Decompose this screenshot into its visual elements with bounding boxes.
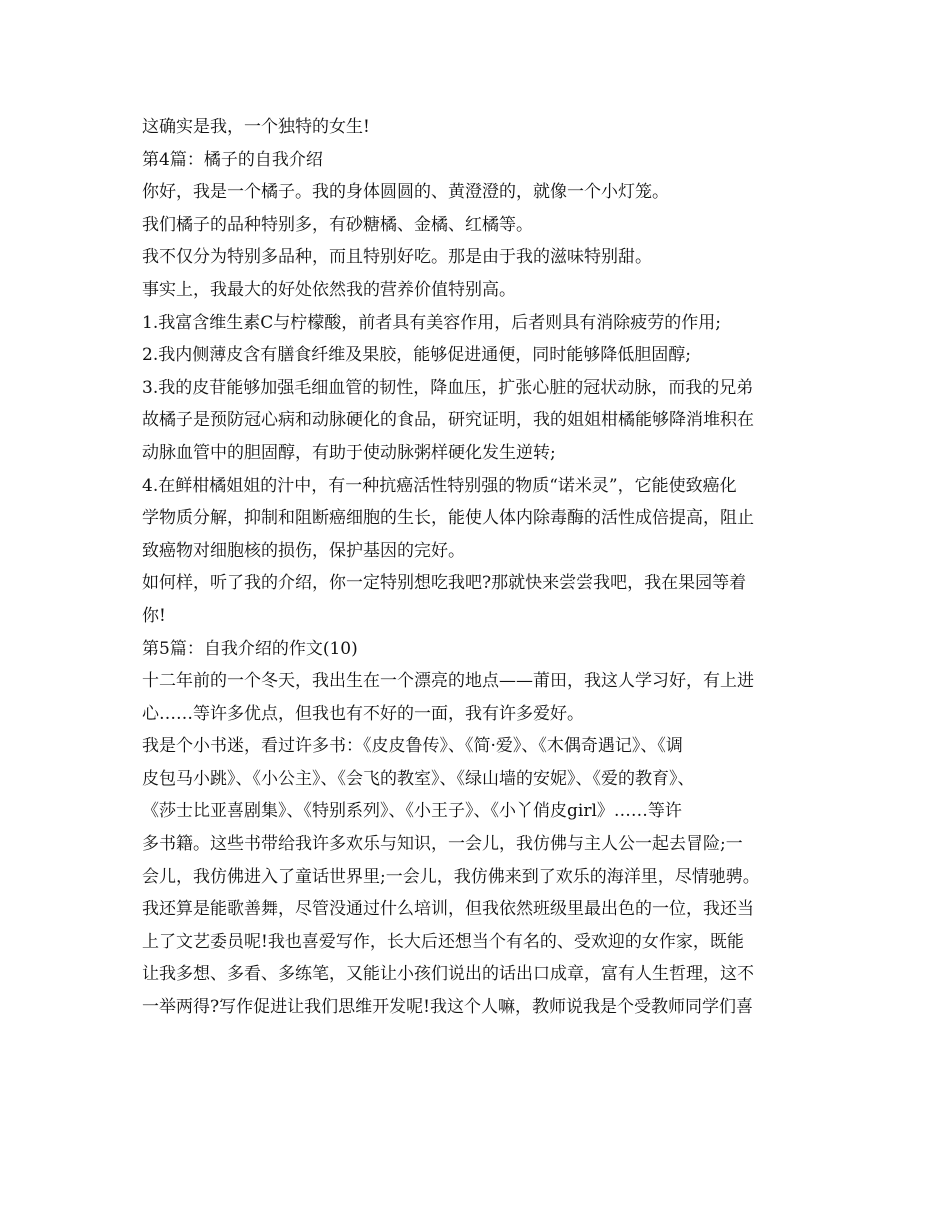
text-line: 学物质分解，抑制和阻断癌细胞的生长，能使人体内除毒酶的活性成倍提高，阻止 (142, 508, 754, 529)
text-line: 动脉血管中的胆固醇，有助于使动脉粥样硬化发生逆转; (142, 442, 556, 463)
text-line: 一举两得?写作促进让我们思维开发呢!我这个人嘛，教师说我是个受教师同学们喜 (142, 997, 753, 1018)
section-heading: 第4篇：橘子的自我介绍 (142, 149, 323, 170)
text-line: 我还算是能歌善舞，尽管没通过什么培训，但我依然班级里最出色的一位，我还当 (142, 899, 754, 920)
text-line: 你好，我是一个橘子。我的身体圆圆的、黄澄澄的，就像一个小灯笼。 (142, 182, 669, 203)
text-line: 心……等许多优点，但我也有不好的一面，我有许多爱好。 (142, 703, 584, 724)
text-line: 会儿，我仿佛进入了童话世界里;一会儿，我仿佛来到了欢乐的海洋里，尽情驰骋。 (142, 866, 760, 887)
text-line: 我是个小书迷，看过许多书：《皮皮鲁传》、《简·爱》、《木偶奇遇记》、《调 (142, 736, 683, 757)
section-heading: 第5篇：自我介绍的作文(10) (142, 638, 358, 659)
list-item-4: 4.在鲜柑橘姐姐的汁中，有一种抗癌活性特别强的物质“诺米灵”，它能使致癌化 (142, 475, 737, 496)
text-line: 故橘子是预防冠心病和动脉硬化的食品，研究证明，我的姐姐柑橘能够降消堆积在 (142, 410, 754, 431)
text-line: 十二年前的一个冬天，我出生在一个漂亮的地点——莆田，我这人学习好，有上进 (142, 671, 754, 692)
text-line: 如何样，听了我的介绍，你一定特别想吃我吧?那就快来尝尝我吧，我在果园等着 (142, 573, 747, 594)
text-line: 多书籍。这些书带给我许多欢乐与知识，一会儿，我仿佛与主人公一起去冒险;一 (142, 834, 743, 855)
list-item-1: 1.我富含维生素C与柠檬酸，前者具有美容作用，后者则具有消除疲劳的作用; (142, 312, 721, 333)
document-body (142, 111, 842, 1024)
text-line: 事实上，我最大的好处依然我的营养价值特别高。 (142, 279, 516, 300)
text-line: 上了文艺委员呢!我也喜爱写作，长大后还想当个有名的、受欢迎的女作家，既能 (142, 931, 744, 952)
text-line: 你! (142, 605, 166, 626)
list-item-2: 2.我内侧薄皮含有膳食纤维及果胶，能够促进通便，同时能够降低胆固醇; (142, 345, 691, 366)
text-line: 让我多想、多看、多练笔，又能让小孩们说出的话出口成章，富有人生哲理，这不 (142, 964, 754, 985)
text-line: 《莎士比亚喜剧集》、《特别系列》、《小王子》、《小丫俏皮girl》……等许 (142, 801, 682, 822)
list-item-3: 3.我的皮苷能够加强毛细血管的韧性，降血压，扩张心脏的冠状动脉，而我的兄弟 (142, 377, 754, 398)
text-line: 这确实是我，一个独特的女生! (142, 117, 370, 137)
text-line: 我不仅分为特别多品种，而且特别好吃。那是由于我的滋味特别甜。 (142, 247, 652, 268)
text-line: 皮包马小跳》、《小公主》、《会飞的教室》、《绿山墙的安妮》、《爱的教育》、 (142, 768, 695, 789)
text-line: 致癌物对细胞核的损伤，保护基因的完好。 (142, 540, 465, 561)
text-line: 我们橘子的品种特别多，有砂糖橘、金橘、红橘等。 (142, 214, 533, 235)
